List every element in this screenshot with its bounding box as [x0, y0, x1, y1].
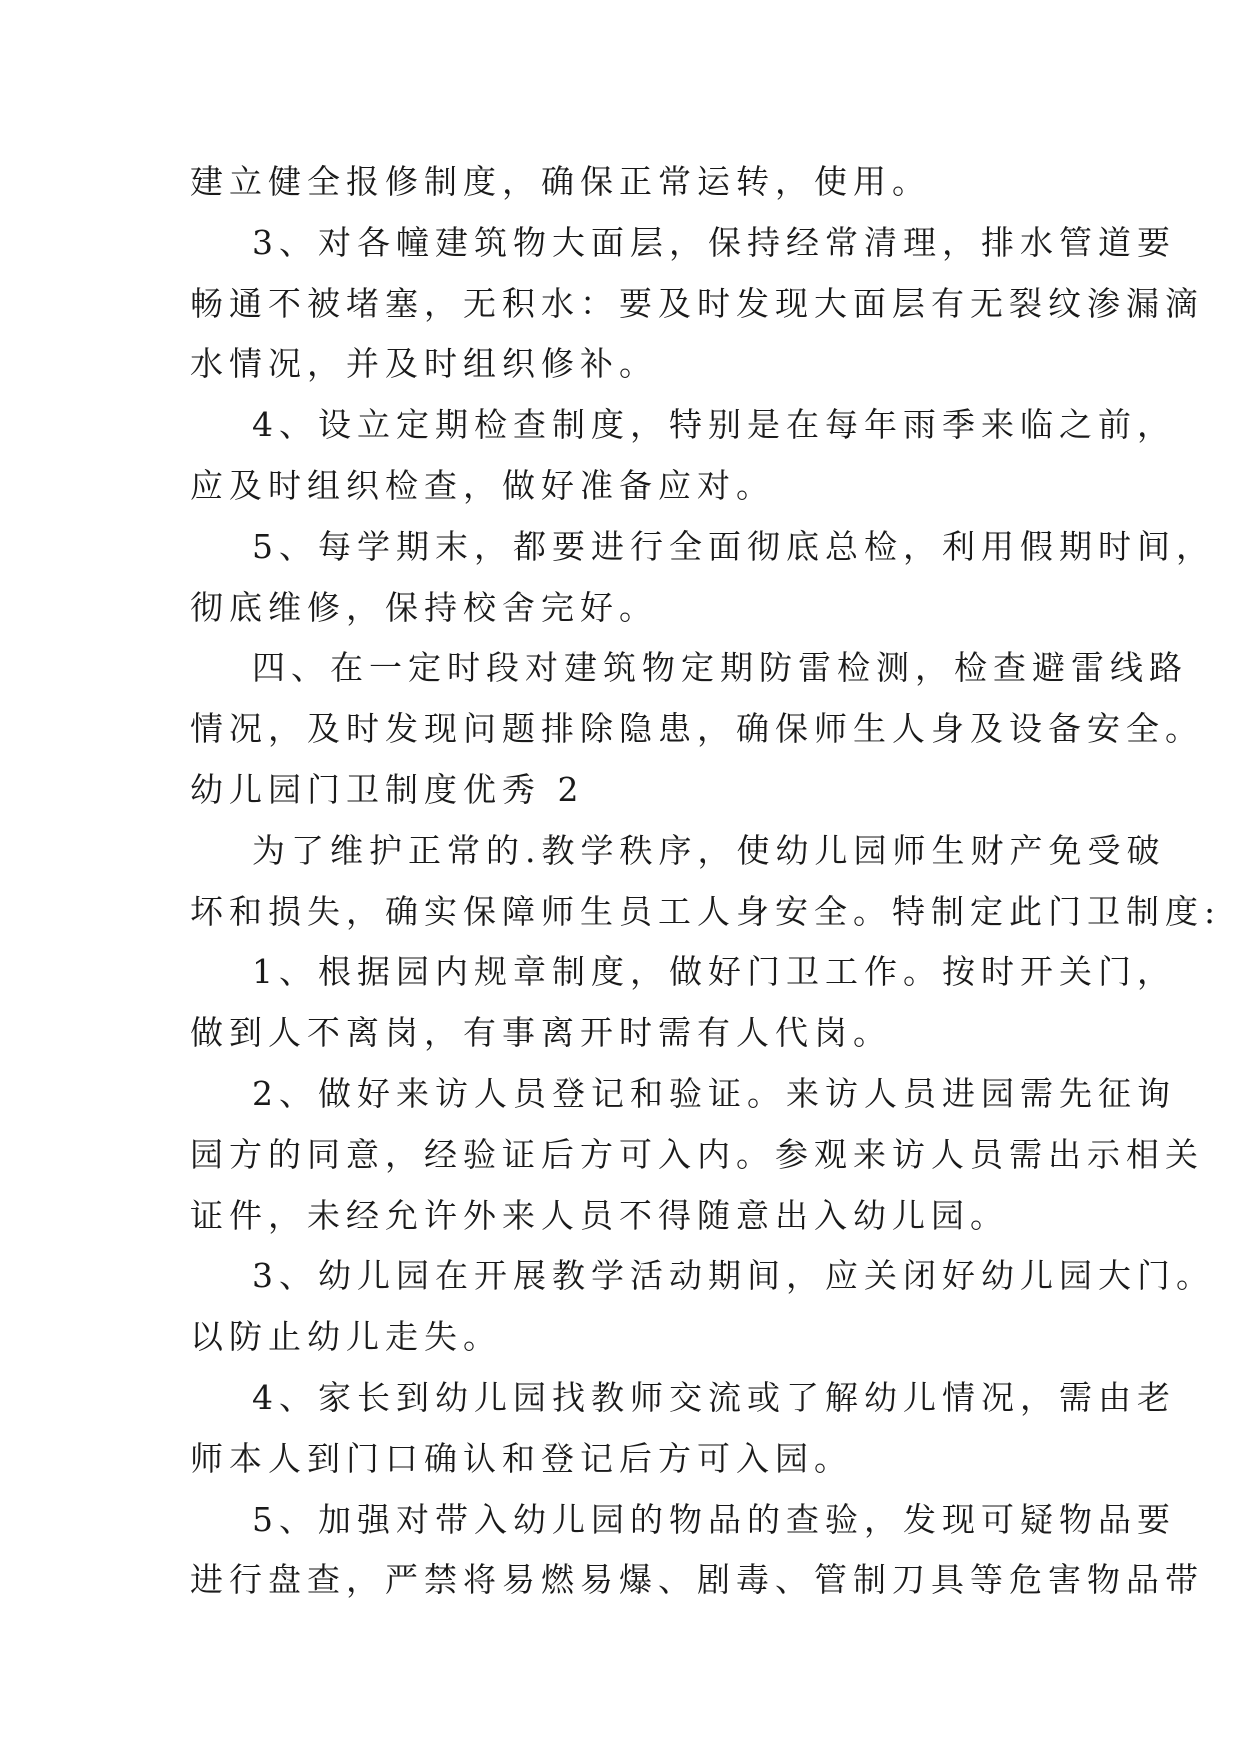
text-line: 以防止幼儿走失。 — [190, 1317, 502, 1357]
text-line: 师本人到门口确认和登记后方可入园。 — [190, 1438, 853, 1478]
text-line: 2、做好来访人员登记和验证。来访人员进园需先征询 — [252, 1073, 1176, 1113]
text-line: 情况，及时发现问题排除隐患，确保师生人身及设备安全。 — [190, 709, 1204, 749]
text-line: 5、加强对带入幼儿园的物品的查验，发现可疑物品要 — [252, 1499, 1176, 1539]
section-heading: 幼儿园门卫制度优秀 2 — [190, 769, 585, 809]
text-line: 应及时组织检查，做好准备应对。 — [190, 465, 775, 505]
text-line: 四、在一定时段对建筑物定期防雷检测，检查避雷线路 — [252, 648, 1188, 688]
text-line: 彻底维修，保持校舍完好。 — [190, 587, 658, 627]
text-line: 做到人不离岗，有事离开时需有人代岗。 — [190, 1013, 892, 1053]
text-line: 5、每学期末，都要进行全面彻底总检，利用假期时间， — [252, 526, 1215, 566]
text-line: 1、根据园内规章制度，做好门卫工作。按时开关门， — [252, 952, 1176, 992]
text-line: 4、设立定期检查制度，特别是在每年雨季来临之前， — [252, 405, 1176, 445]
text-line: 进行盘查，严禁将易燃易爆、剧毒、管制刀具等危害物品带 — [190, 1560, 1204, 1600]
text-line: 坏和损失，确实保障师生员工人身安全。特制定此门卫制度: — [190, 891, 1222, 931]
text-line: 水情况，并及时组织修补。 — [190, 344, 658, 384]
text-line: 为了维护正常的.教学秩序，使幼儿园师生财产免受破 — [252, 830, 1166, 870]
text-line: 4、家长到幼儿园找教师交流或了解幼儿情况，需由老 — [252, 1377, 1176, 1417]
text-line: 3、幼儿园在开展教学活动期间，应关闭好幼儿园大门。 — [252, 1256, 1215, 1296]
text-line: 园方的同意，经验证后方可入内。参观来访人员需出示相关 — [190, 1134, 1204, 1174]
text-line: 证件，未经允许外来人员不得随意出入幼儿园。 — [190, 1195, 1009, 1235]
text-line: 3、对各幢建筑物大面层，保持经常清理，排水管道要 — [252, 222, 1176, 262]
document-body — [190, 152, 1222, 1611]
text-line: 建立健全报修制度，确保正常运转，使用。 — [190, 162, 931, 201]
text-line: 畅通不被堵塞，无积水：要及时发现大面层有无裂纹渗漏滴 — [190, 283, 1204, 323]
